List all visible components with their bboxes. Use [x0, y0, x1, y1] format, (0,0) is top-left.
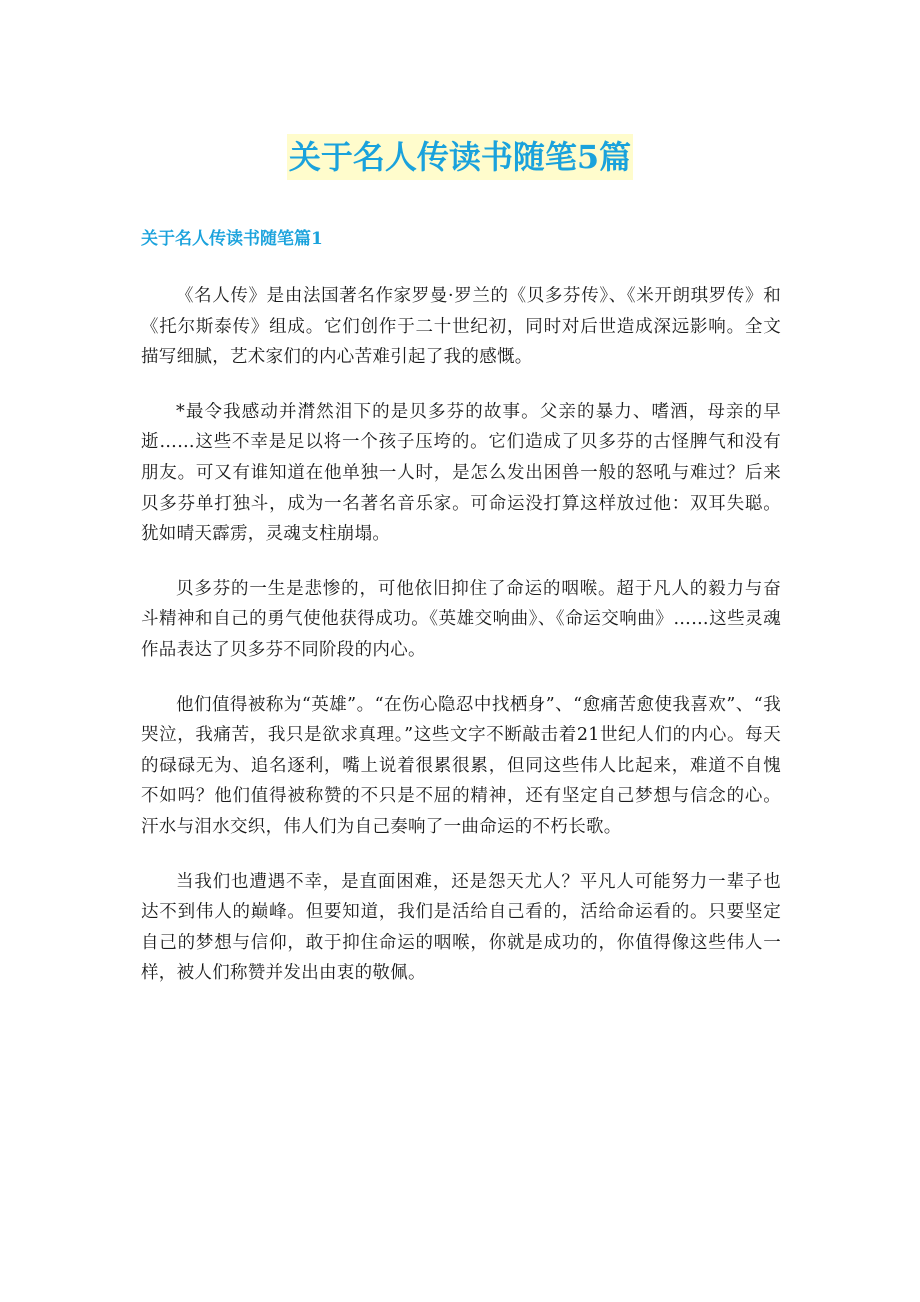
- title-container: [0, 134, 920, 180]
- paragraph: 当我们也遭遇不幸，是直面困难，还是怨天尤人？平凡人可能努力一辈子也达不到伟人的巅峰。但要知道，我们是活给自己看的，活给命运看的。只要坚定自己的梦想与信仰，敢于抑住命运的咽喉，你就是成功的，你值得像这些伟人一样，被人们称赞并发出由衷的敬佩。: [141, 871, 781, 984]
- article-body: [141, 281, 781, 1013]
- section-heading: 关于名人传读书随笔篇1: [141, 229, 323, 249]
- paragraph: *最令我感动并潸然泪下的是贝多芬的故事。父亲的暴力、嗜酒，母亲的早逝……这些不幸是足以将一个孩子压垮的。它们造成了贝多芬的古怪脾气和没有朋友。可又有谁知道在他单独一人时，是怎么发出困兽一般的怒吼与难过？后来贝多芬单打独斗，成为一名著名音乐家。可命运没打算这样放过他：双耳失聪。犹如晴天霹雳，灵魂支柱崩塌。: [141, 401, 781, 545]
- page-title: 关于名人传读书随笔5篇: [287, 134, 633, 180]
- paragraph: 贝多芬的一生是悲惨的，可他依旧抑住了命运的咽喉。超于凡人的毅力与奋斗精神和自己的勇气使他获得成功。《英雄交响曲》、《命运交响曲》……这些灵魂作品表达了贝多芬不同阶段的内心。: [141, 578, 781, 660]
- paragraph: 《名人传》是由法国著名作家罗曼·罗兰的《贝多芬传》、《米开朗琪罗传》和《托尔斯泰传》组成。它们创作于二十世纪初，同时对后世造成深远影响。全文描写细腻，艺术家们的内心苦难引起了我的感慨。: [141, 286, 781, 368]
- paragraph: 他们值得被称为“英雄”。“在伤心隐忍中找栖身”、“愈痛苦愈使我喜欢”、“我哭泣，我痛苦，我只是欲求真理。”这些文字不断敲击着21世纪人们的内心。每天的碌碌无为、追名逐利，嘴上说着很累很累，但同这些伟人比起来，难道不自愧不如吗？他们值得被称赞的不只是不屈的精神，还有坚定自己梦想与信念的心。汗水与泪水交织，伟人们为自己奏响了一曲命运的不朽长歌。: [141, 694, 781, 837]
